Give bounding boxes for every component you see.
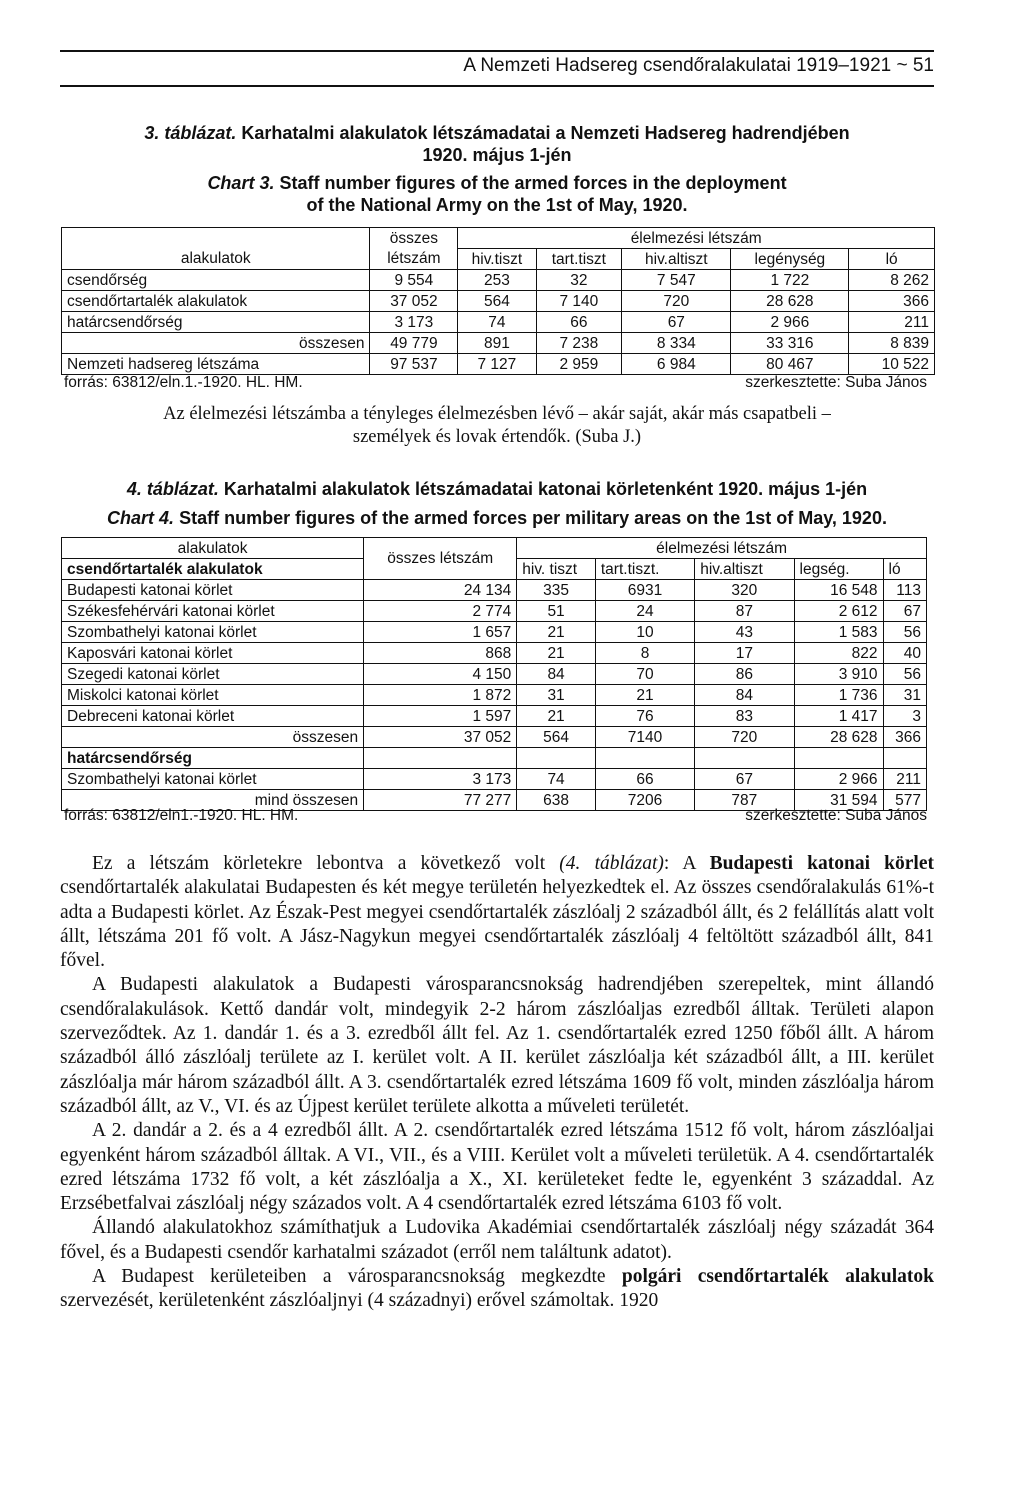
table3-corner-cell — [62, 228, 370, 249]
table-row-group — [62, 748, 927, 769]
cell: 66 — [536, 312, 622, 333]
cell: 1 736 — [794, 685, 883, 706]
cell: 83 — [695, 706, 794, 727]
table3-note — [60, 403, 934, 449]
cell: 564 — [458, 291, 536, 312]
table3-caption-en — [60, 172, 934, 216]
cell: 1 872 — [364, 685, 517, 706]
cell: 211 — [883, 769, 927, 790]
cell — [794, 748, 883, 769]
cell: 787 — [695, 790, 794, 811]
cell: 1 583 — [794, 622, 883, 643]
header-top-rule — [60, 50, 934, 52]
cell: 2 966 — [731, 312, 849, 333]
table-reference: (4. táblázat) — [559, 853, 664, 874]
cell: 1 657 — [364, 622, 517, 643]
cell: 84 — [517, 664, 596, 685]
cell: 31 — [517, 685, 596, 706]
cell: 7206 — [595, 790, 694, 811]
paragraph-2: A Budapesti alakulatok a Budapesti városparancsnokság hadrendjében szerepeltek, mint állandó csendőralakulások. Kettő dandár volt, mindegyik 2-2 három zászlóaljas ezredből álltak. Területi alapon szerveződtek. Az 1. dandár 1. és a 3. ezredből állt fel. Az 1. csendőrtartalék ezred 1250 főből állt. A három századból álló zászlóalj területe az I. kerület volt. A II. kerület zászlóalja két századból állt, a III. kerület zászlóalja már három századból állt. A 3. csendőrtartalék ezred létszáma 1609 fő volt, minden zászlóalja három századból állt, az V., VI. és az Újpest kerület területe alkotta a műveleti területét. — [60, 974, 934, 1117]
table4-title-hu: Karhatalmi alakulatok létszámadatai katonai körletenként 1920. május 1-jén — [223, 479, 868, 499]
row-label: mind összesen — [62, 790, 364, 811]
table3-head-elelmezesi: élelmezési létszám — [458, 228, 935, 249]
table-row — [62, 685, 927, 706]
table4-group-hatarcsendorseg: határcsendőrség — [62, 748, 364, 769]
cell: 87 — [695, 601, 794, 622]
cell: 2 966 — [794, 769, 883, 790]
table4-title-en: Staff number figures of the armed forces per military areas on the 1st of May, 1920. — [179, 508, 887, 528]
cell: 17 — [695, 643, 794, 664]
table4-header-row-1 — [62, 538, 927, 559]
table4-head-col: legség. — [794, 559, 883, 580]
row-label: összesen — [62, 333, 370, 354]
row-label: csendőrség — [62, 270, 370, 291]
cell: 84 — [695, 685, 794, 706]
table-row — [62, 312, 935, 333]
table3-head-col: hiv.altiszt — [622, 249, 731, 270]
table3-label-en: Chart 3. — [207, 173, 275, 193]
row-label: összesen — [62, 727, 364, 748]
cell: 822 — [794, 643, 883, 664]
running-header: A Nemzeti Hadsereg csendőralakulatai 1919–1921 ~ 51 — [463, 55, 934, 76]
cell: 720 — [622, 291, 731, 312]
text-run: : A — [663, 853, 710, 874]
table4-head-osszes-letszam: összes létszám — [364, 538, 517, 580]
table3-editor: szerkesztette: Suba János — [745, 374, 927, 391]
row-label: Szombathelyi katonai körlet — [62, 769, 364, 790]
table4 — [61, 537, 927, 811]
cell: 6931 — [595, 580, 694, 601]
cell: 3 173 — [364, 769, 517, 790]
cell: 720 — [695, 727, 794, 748]
cell: 31 594 — [794, 790, 883, 811]
table3-header-row-2 — [62, 249, 935, 270]
table3-title-hu-2: 1920. május 1-jén — [422, 145, 572, 165]
cell: 51 — [517, 601, 596, 622]
table4-group-csendortartalek: csendőrtartalék alakulatok — [62, 559, 364, 580]
cell: 77 277 — [364, 790, 517, 811]
table3-caption-hu — [60, 122, 934, 166]
cell: 24 — [595, 601, 694, 622]
table4-head-alakulatok: alakulatok — [62, 538, 364, 559]
row-label: határcsendőrség — [62, 312, 370, 333]
table3 — [61, 227, 935, 375]
table-row — [62, 643, 927, 664]
cell: 76 — [595, 706, 694, 727]
cell: 24 134 — [364, 580, 517, 601]
cell: 8 262 — [849, 270, 935, 291]
table-row-subtotal — [62, 727, 927, 748]
cell: 113 — [883, 580, 927, 601]
cell: 21 — [517, 643, 596, 664]
note-line-2: személyek és lovak értendők. (Suba J.) — [352, 427, 642, 447]
table3-head-alakulatok: alakulatok — [62, 249, 370, 270]
table4-editor: szerkesztette: Suba János — [745, 807, 927, 824]
row-label: Kaposvári katonai körlet — [62, 643, 364, 664]
text-run: szervezését, kerületenként zászlóaljnyi (4 századnyi) erővel számoltak. 1920 — [60, 1290, 659, 1312]
cell — [883, 748, 927, 769]
cell: 80 467 — [731, 354, 849, 375]
table-row — [62, 706, 927, 727]
table4-head-col: tart.tiszt. — [595, 559, 694, 580]
table3-head-osszes: összes — [370, 228, 458, 249]
cell: 74 — [517, 769, 596, 790]
table4-head-elelmezesi: élelmezési létszám — [517, 538, 927, 559]
table-row — [62, 601, 927, 622]
cell: 97 537 — [370, 354, 458, 375]
cell: 37 052 — [364, 727, 517, 748]
cell: 1 417 — [794, 706, 883, 727]
cell: 3 910 — [794, 664, 883, 685]
text-run: Ez a létszám körletekre lebontva a következő volt — [92, 853, 560, 874]
cell: 28 628 — [731, 291, 849, 312]
cell: 320 — [695, 580, 794, 601]
table4-label-hu: 4. táblázat. — [126, 479, 219, 499]
cell: 891 — [458, 333, 536, 354]
table-row — [62, 664, 927, 685]
table4-source: forrás: 63812/eln1.-1920. HL. HM. — [64, 807, 299, 824]
cell: 74 — [458, 312, 536, 333]
table3-head-col: hiv.tiszt — [458, 249, 536, 270]
cell: 253 — [458, 270, 536, 291]
row-label: Szegedi katonai körlet — [62, 664, 364, 685]
cell: 8 334 — [622, 333, 731, 354]
bold-term: polgári csendőrtartalék alakulatok — [621, 1266, 934, 1288]
table4-head-col: hiv.altiszt — [695, 559, 794, 580]
cell: 2 774 — [364, 601, 517, 622]
table4-head-col: ló — [883, 559, 927, 580]
cell: 56 — [883, 622, 927, 643]
cell — [695, 748, 794, 769]
cell: 33 316 — [731, 333, 849, 354]
cell: 7 140 — [536, 291, 622, 312]
cell: 28 628 — [794, 727, 883, 748]
table4-caption-en — [60, 507, 934, 529]
table-row — [62, 333, 935, 354]
table3-head-col: ló — [849, 249, 935, 270]
cell: 67 — [695, 769, 794, 790]
table3-title-en-2: of the National Army on the 1st of May, 1920. — [306, 195, 688, 215]
table4-head-col: hiv. tiszt — [517, 559, 596, 580]
cell: 7 547 — [622, 270, 731, 291]
note-line-1: Az élelmezési létszámba a tényleges élelmezésben lévő – akár saját, akár más csapatbeli – — [163, 404, 831, 424]
cell: 564 — [517, 727, 596, 748]
table4-caption-hu — [60, 478, 934, 500]
cell: 43 — [695, 622, 794, 643]
cell: 40 — [883, 643, 927, 664]
row-label: Nemzeti hadsereg létszáma — [62, 354, 370, 375]
cell: 366 — [849, 291, 935, 312]
row-label: Miskolci katonai körlet — [62, 685, 364, 706]
table-row — [62, 291, 935, 312]
cell: 1 597 — [364, 706, 517, 727]
cell: 4 150 — [364, 664, 517, 685]
table-row — [62, 354, 935, 375]
cell: 2 959 — [536, 354, 622, 375]
cell: 21 — [517, 622, 596, 643]
text-run: csendőrtartalék alakulatai Budapesten és két megye területén helyezkedtek el. Az összes csendőralakulás 61%-t adta a Budapesti körlet. Az Észak-Pest megyei csendőrtartalék zászlóalj 2 századból állt, és 2 felállítás alatt volt állt, létszáma 201 fő volt. A Jász-Nagykun megyei csendőrtartalék zászlóalj 4 feltöltött századból állt, 841 fővel. — [60, 877, 934, 972]
table4-label-en: Chart 4. — [107, 508, 175, 528]
row-label: Debreceni katonai körlet — [62, 706, 364, 727]
cell: 32 — [536, 270, 622, 291]
row-label: Szombathelyi katonai körlet — [62, 622, 364, 643]
paragraph-5 — [60, 1265, 934, 1314]
row-label: Budapesti katonai körlet — [62, 580, 364, 601]
cell: 3 173 — [370, 312, 458, 333]
cell: 2 612 — [794, 601, 883, 622]
cell: 577 — [883, 790, 927, 811]
table3-title-hu-1: Karhatalmi alakulatok létszámadatai a Nemzeti Hadsereg hadrendjében — [241, 123, 850, 143]
text-run: A Budapest kerületeiben a városparancsnokság megkezdte — [92, 1266, 622, 1288]
cell: 3 — [883, 706, 927, 727]
cell: 49 779 — [370, 333, 458, 354]
cell: 868 — [364, 643, 517, 664]
table-row — [62, 769, 927, 790]
table-row — [62, 270, 935, 291]
cell: 7140 — [595, 727, 694, 748]
cell: 9 554 — [370, 270, 458, 291]
table3-header-row-1 — [62, 228, 935, 249]
table-row — [62, 580, 927, 601]
cell: 67 — [622, 312, 731, 333]
cell: 8 — [595, 643, 694, 664]
cell: 21 — [517, 706, 596, 727]
body-text — [60, 852, 934, 1314]
cell — [517, 748, 596, 769]
cell: 86 — [695, 664, 794, 685]
bold-term: Budapesti katonai körlet — [709, 853, 934, 874]
cell: 56 — [883, 664, 927, 685]
cell: 335 — [517, 580, 596, 601]
cell: 16 548 — [794, 580, 883, 601]
row-label: Székesfehérvári katonai körlet — [62, 601, 364, 622]
cell: 211 — [849, 312, 935, 333]
cell: 1 722 — [731, 270, 849, 291]
paragraph-1 — [60, 852, 934, 973]
cell: 8 839 — [849, 333, 935, 354]
row-label: csendőrtartalék alakulatok — [62, 291, 370, 312]
table3-head-letszam: létszám — [370, 249, 458, 270]
table-row — [62, 622, 927, 643]
cell — [364, 748, 517, 769]
paragraph-4: Állandó alakulatokhoz számíthatjuk a Ludovika Akadémiai csendőrtartalék zászlóalj négy századát 364 fővel, és a Budapesti csendőr karhatalmi századot (erről nem találtunk adatot). — [60, 1217, 934, 1263]
table3-source: forrás: 63812/eln.1.-1920. HL. HM. — [64, 374, 303, 391]
cell: 67 — [883, 601, 927, 622]
paragraph-3: A 2. dandár a 2. és a 4 ezredből állt. A 2. csendőrtartalék ezred létszáma 1512 fő volt, három zászlóaljai egyenként három századból álltak. A VI., VII., és a VIII. Kerület volt a műveleti területük. A 4. csendőrtartalék ezred létszáma 1732 fő volt, a két zászlóalja a X., XI. kerületeket fedte le, egyenként 3 századdal. Az Erzsébetfalvai zászlóalj négy százados volt. A 4 csendőrtartalék ezred létszáma 6103 fő volt. — [60, 1120, 934, 1215]
cell — [595, 748, 694, 769]
table3-title-en-1: Staff number figures of the armed forces in the deployment — [279, 173, 787, 193]
cell: 6 984 — [622, 354, 731, 375]
cell: 37 052 — [370, 291, 458, 312]
cell: 31 — [883, 685, 927, 706]
cell: 7 127 — [458, 354, 536, 375]
cell: 10 — [595, 622, 694, 643]
cell: 7 238 — [536, 333, 622, 354]
cell: 70 — [595, 664, 694, 685]
table3-head-col: tart.tiszt — [536, 249, 622, 270]
cell: 638 — [517, 790, 596, 811]
cell: 10 522 — [849, 354, 935, 375]
cell: 66 — [595, 769, 694, 790]
table3-head-col: legénység — [731, 249, 849, 270]
table3-label-hu: 3. táblázat. — [144, 123, 237, 143]
cell: 366 — [883, 727, 927, 748]
header-bottom-rule — [60, 85, 934, 87]
cell: 21 — [595, 685, 694, 706]
